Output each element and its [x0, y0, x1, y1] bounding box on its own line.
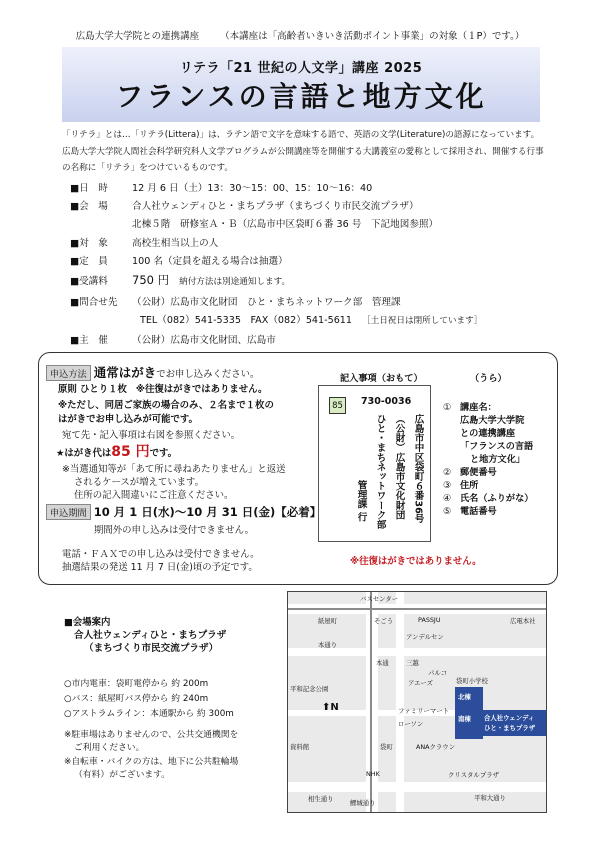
apply-rule1 — [58, 381, 267, 395]
map-andersen: アンデルセン — [406, 633, 444, 641]
info-contact — [70, 294, 401, 308]
map-south: 南棟 — [458, 715, 471, 723]
venue-label: ■会 場 — [70, 201, 108, 212]
map-pashute: PASSJU — [418, 616, 441, 624]
fee-value: 750 円 — [132, 273, 170, 287]
fee-note: 納付方法は別途通知します。 — [179, 277, 291, 287]
course-line-3: 「フランスの言語 — [460, 441, 534, 452]
back-item-3: ③ 住所 — [443, 480, 479, 491]
capacity-label: ■定 員 — [70, 256, 108, 267]
info-venue — [70, 198, 419, 212]
map-hondori: 本通り — [318, 641, 338, 649]
map-sogo: そごう — [374, 617, 394, 625]
period-value: 10 月 1 日(水)〜10 月 31 日(金)【必着】 — [93, 505, 322, 519]
returned-note-2: されるケースが増えています。 — [74, 477, 205, 488]
apply-period — [46, 504, 321, 520]
point-note: （本講座は「高齢者いきいき活動ポイント事業」の対象（１P）です。） — [220, 31, 525, 42]
venue-map — [287, 591, 547, 813]
access-name-2: （まちづくり市民交流プラザ） — [84, 643, 219, 654]
method-main: 通常はがき — [93, 365, 157, 380]
info-venue-2 — [132, 216, 438, 230]
postcard-front — [318, 385, 431, 542]
map-tram-line — [370, 592, 372, 813]
map-school: 袋町小学校 — [456, 677, 488, 685]
info-capacity — [70, 253, 288, 267]
map-family: ファミリーマート — [398, 707, 449, 715]
map-tram-line-top — [288, 608, 547, 610]
parking-note-2: ご利用ください。 — [74, 743, 145, 753]
page-title: フランスの言語と地方文化 — [115, 80, 487, 113]
postcard-zip: 730-0036 — [361, 396, 412, 407]
map-fukuromachi: 袋町 — [380, 743, 393, 751]
method-tag: 申込方法 — [46, 365, 91, 381]
title-banner — [62, 47, 540, 122]
course-line-1: 広島大学大学院 — [460, 415, 525, 426]
map-rijo: 鯉城通り — [350, 799, 376, 807]
returned-note-3: 住所の記入間違いにご注意ください。 — [74, 490, 234, 501]
info-contact-2 — [140, 312, 482, 326]
parking-note-1: ※駐車場はありませんので、公共交通機関を — [64, 730, 239, 740]
postcard-address: 広島市中区袋町６番36号 — [412, 414, 424, 524]
contact-value: （公財）広島市文化財団 ひと・まちネットワーク部 管理課 — [132, 297, 401, 308]
date-value: 12 月 6 日（土）13：30〜15：00、15：10〜16：40 — [132, 183, 373, 194]
apply-rule2a: ※ただし、同居ご家族の場合のみ、２名まで１枚の — [58, 400, 274, 411]
access-tram: ○市内電車：袋町電停から 約 200m — [64, 679, 209, 689]
access-name-1: 合人社ウェンディひと・まちプラザ — [74, 630, 227, 641]
no-return-warning: ※往復はがきではありません。 — [350, 556, 482, 567]
postcard-back-list — [443, 401, 534, 518]
map-ana: ANAクラウン — [416, 743, 456, 751]
series-title: リテラ「21 世紀の人文学」講座 2025 — [179, 61, 423, 76]
stamp-icon: 85 — [329, 397, 346, 414]
postage-value: 85 円 — [111, 444, 150, 460]
map-road-bottom — [288, 782, 547, 792]
back-item-4: ④ 氏名（ふりがな） — [443, 493, 534, 504]
postcard-back-title: （うら） — [470, 373, 507, 384]
method-rest: でお申し込みください。 — [156, 369, 260, 380]
postage-prefix: ★はがき代は — [56, 448, 112, 459]
back-item-1: ① 講座名： — [443, 402, 497, 413]
contact-hours: ［土日祝日は閉所しています］ — [362, 316, 483, 326]
apply-method — [46, 363, 259, 381]
info-host — [70, 332, 276, 346]
host-label: ■主 催 — [70, 335, 108, 346]
contact-label: ■問合せ先 — [70, 297, 118, 308]
map-parco: パルコ — [428, 669, 448, 677]
map-peace-park: 平和記念公園 — [290, 685, 329, 693]
period-note: 期間外の申し込みは受付できません。 — [94, 525, 254, 536]
phone-note: 電話・ＦＡＸでの申し込みは受付できません。 — [62, 549, 260, 560]
header-line — [0, 28, 600, 42]
fee-label: ■受講料 — [70, 276, 108, 287]
map-road-rijo — [366, 592, 378, 813]
course-line-4: と地方文化」 — [470, 454, 526, 465]
map-nhk: NHK — [366, 770, 380, 778]
info-date — [70, 180, 372, 194]
capacity-value: 100 名（定員を超える場合は抽選） — [132, 256, 288, 267]
contact-phone: TEL（082）541-5335 FAX（082）541-5611 — [140, 315, 353, 326]
bike-note-2: （有料）がございます。 — [74, 770, 171, 780]
postcard-org: （公財）広島市文化財団 — [393, 414, 405, 520]
map-plaza-1: 合人社ウェンディ — [484, 714, 535, 722]
host-value: （公財）広島市文化財団、広島市 — [132, 335, 276, 346]
rule1-note: ※往復はがきではありません。 — [135, 384, 268, 395]
map-road-chuo — [396, 592, 404, 813]
result-note: 抽選結果の発送 11 月 7 日(金)頃の予定です。 — [62, 562, 258, 573]
map-hondori-st: 本通 — [376, 659, 389, 667]
organizer-text: 広島大学大学院との連携講座 — [75, 31, 200, 42]
map-aeon: アエーズ — [408, 679, 433, 687]
map-lawson: ローソン — [398, 720, 424, 728]
target-label: ■対 象 — [70, 238, 108, 249]
back-item-5: ⑤ 電話番号 — [443, 506, 497, 517]
venue-value: 合人社ウェンディひと・まちプラザ（まちづくり市民交流プラザ） — [132, 201, 419, 212]
map-north: 北棟 — [458, 693, 471, 701]
map-mitsukoshi: 三越 — [406, 659, 419, 667]
map-heiwa: 平和大通り — [474, 794, 506, 802]
intro-paragraph: 「リテラ」とは…「リテラ(Littera)」は、ラテン語で文字を意味する語で、英語の文学(Literature)の語源になっています。広島大学大学院人間社会科学研究科人文学プログラムが公開講座等を開催する大講義室の愛称として採用され、開催する行事の名称に「リテラ」をつけているものです。 — [62, 130, 544, 173]
date-label: ■日 時 — [70, 183, 108, 194]
access-venue-name — [74, 629, 226, 655]
bike-note-1: ※自転車・バイクの方は、地下に公共駐輪場 — [64, 757, 239, 767]
map-road-hondori — [288, 648, 547, 656]
access-astram: ○アストラムライン：本通駅から 約 300m — [64, 709, 234, 719]
map-hiroden: 広電本社 — [510, 617, 536, 625]
map-bus-center: バスセンター — [360, 595, 399, 603]
info-target — [70, 235, 218, 249]
postage-suffix: です。 — [149, 448, 178, 459]
map-aioi: 相生通り — [308, 795, 334, 803]
access-title: ■会場案内 — [64, 617, 111, 628]
venue-value-2: 北棟５階 研修室Ａ・Ｂ（広島市中区袋町６番 36 号 下記地図参照） — [132, 219, 439, 230]
apply-rule2b: はがきでお申し込みが可能です。 — [58, 414, 198, 425]
postcard-dept: ひと・まちネットワーク部 — [374, 414, 386, 530]
postage-line — [56, 441, 177, 461]
rule1: 原則 ひとり１枚 — [58, 384, 127, 395]
postcard-section: 管理課 行 — [355, 480, 367, 522]
period-tag: 申込期間 — [46, 504, 91, 520]
north-arrow-icon: ⬆N — [322, 702, 339, 713]
returned-note-1: ※当選通知等が「あて所に尋ねあたりません」と返送 — [62, 464, 286, 475]
postcard-front-title: 記入事項（おもて） — [340, 373, 423, 384]
map-plaza-2: ひと・まちプラザ — [484, 724, 536, 732]
info-fee — [70, 272, 290, 288]
back-item-2: ② 郵便番号 — [443, 467, 497, 478]
course-line-2: との連携講座 — [460, 428, 516, 439]
map-museum: 資料館 — [290, 743, 310, 751]
map-kamiya: 紙屋町 — [318, 617, 338, 625]
access-bus: ○バス：紙屋町バス停から 約 240m — [64, 694, 209, 704]
target-value: 高校生相当以上の人 — [132, 238, 219, 249]
map-crystal: クリスタルプラザ — [448, 771, 499, 779]
address-note: 宛て先・記入事項は右図を参照ください。 — [62, 430, 241, 441]
